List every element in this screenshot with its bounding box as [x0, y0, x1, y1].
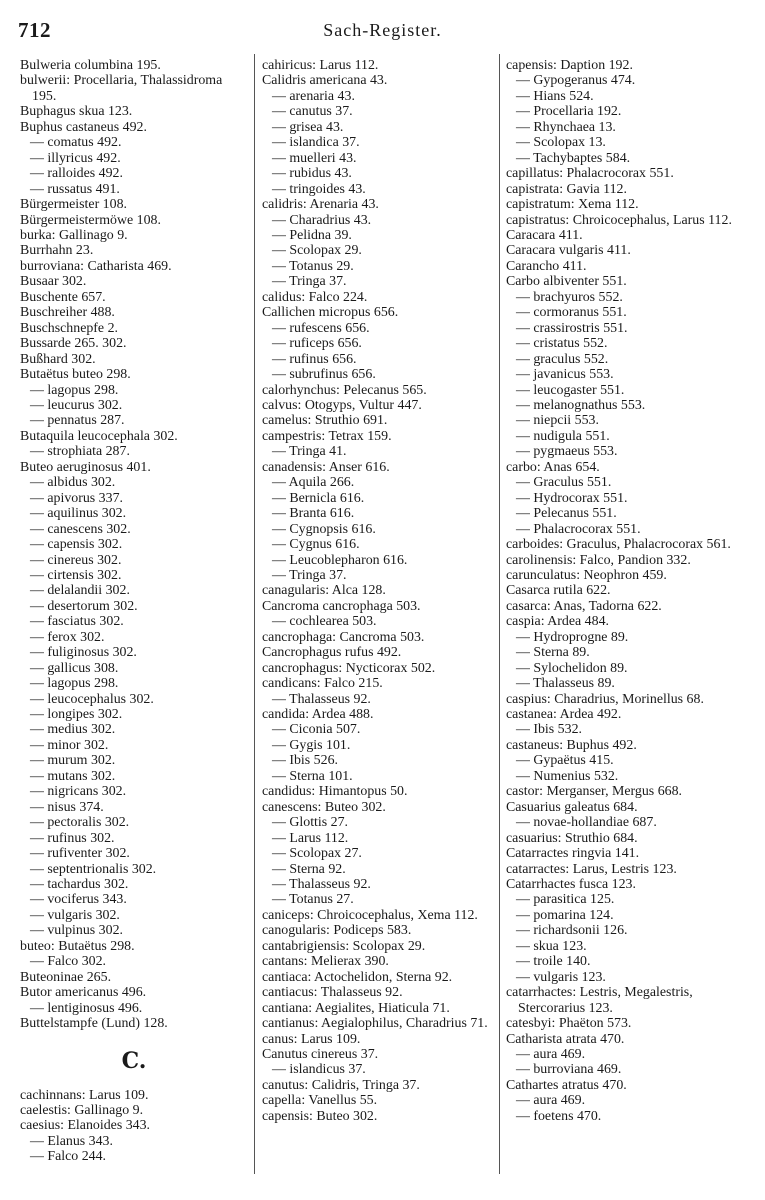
index-entry: casarca: Anas, Tadorna 622.: [506, 598, 662, 614]
index-entry: — novae-hollandiae 687.: [516, 815, 657, 831]
index-entry: capensis: Daption 192.: [506, 58, 633, 73]
index-entry: — ralloides 492.: [30, 166, 123, 182]
index-entry: — Ibis 532.: [516, 722, 582, 738]
index-entry: — cirtensis 302.: [30, 567, 122, 583]
column-divider: [254, 54, 255, 1174]
index-entry: capillatus: Phalacrocorax 551.: [506, 166, 674, 182]
index-entry: — septentrionalis 302.: [30, 861, 157, 877]
index-entry: — Larus 112.: [272, 830, 349, 846]
index-entry: catarrhactes: Lestris, Megalestris, Stercorarius 123.: [506, 985, 693, 1016]
index-entry: — vulgaris 302.: [30, 907, 120, 923]
index-column-3: [506, 58, 746, 1124]
index-entry: — Elanus 343.: [30, 1133, 113, 1149]
index-entry: — russatus 491.: [30, 181, 120, 197]
index-entry: — Gygis 101.: [272, 737, 351, 753]
index-entry: Callichen micropus 656.: [262, 305, 399, 321]
index-entry: Buphagus skua 123.: [20, 104, 133, 120]
index-entry: — aquilinus 302.: [30, 506, 127, 522]
index-entry: candida: Ardea 488.: [262, 707, 374, 723]
index-entry: — Pelecanus 551.: [516, 506, 617, 522]
index-entry: — skua 123.: [516, 938, 587, 954]
index-entry: — Sterna 89.: [516, 645, 590, 661]
index-entry: — ruficeps 656.: [272, 336, 362, 352]
index-entry: cantiana: Aegialites, Hiaticula 71.: [262, 1000, 450, 1016]
index-entry: — murum 302.: [30, 753, 116, 769]
index-entry: — Scolopax 27.: [272, 846, 362, 862]
section-letter: C.: [121, 1047, 147, 1074]
index-column-2: [262, 58, 494, 1124]
index-entry: — Falco 302.: [30, 954, 107, 970]
index-entry: — pectoralis 302.: [30, 815, 130, 831]
index-entry: — Thalasseus 92.: [272, 877, 371, 893]
index-entry: — islandicus 37.: [272, 1062, 366, 1078]
index-entry: — islandica 37.: [272, 135, 360, 151]
index-entry: casuarius: Struthio 684.: [506, 830, 638, 846]
index-entry: — Thalasseus 92.: [272, 691, 371, 707]
index-entry: Carbo albiventer 551.: [506, 274, 627, 290]
index-entry: — Totanus 27.: [272, 892, 354, 908]
index-entry: — illyricus 492.: [30, 150, 121, 166]
index-entry: candicans: Falco 215.: [262, 676, 383, 692]
index-entry: canagularis: Alca 128.: [262, 583, 386, 599]
index-entry: — Sterna 101.: [272, 768, 353, 784]
index-entry: — Hydroprogne 89.: [516, 629, 629, 645]
index-entry: — cochlearea 503.: [272, 614, 377, 630]
index-entry: — Tringa 37.: [272, 274, 347, 290]
index-entry: Burrhahn 23.: [20, 243, 94, 259]
index-entry: — Ibis 526.: [272, 753, 338, 769]
index-entry: campestris: Tetrax 159.: [262, 428, 392, 444]
index-entry: cancrophaga: Cancroma 503.: [262, 629, 425, 645]
index-entry: — cinereus 302.: [30, 552, 122, 568]
index-entry: cantans: Melierax 390.: [262, 954, 389, 970]
index-entry: — arenaria 43.: [272, 88, 355, 104]
index-entry: — richardsonii 126.: [516, 923, 628, 939]
index-entry: Butaquila leucocephala 302.: [20, 428, 178, 444]
index-entry: — Hydrocorax 551.: [516, 490, 628, 506]
index-entry: cahiricus: Larus 112.: [262, 58, 379, 73]
index-entry: — crassirostris 551.: [516, 320, 628, 336]
index-entry: carboides: Graculus, Phalacrocorax 561.: [506, 537, 731, 553]
index-entry: — Thalasseus 89.: [516, 676, 615, 692]
index-entry: — grisea 43.: [272, 119, 344, 135]
index-entry: — rufinus 656.: [272, 351, 357, 367]
index-entry: — Numenius 532.: [516, 768, 619, 784]
index-entry: Carancho 411.: [506, 258, 587, 274]
index-entry: — leucocephalus 302.: [30, 691, 154, 707]
column-divider: [499, 54, 500, 1174]
index-entry: Buschreiher 488.: [20, 305, 115, 321]
index-entry: — parasitica 125.: [516, 892, 615, 908]
index-entry: calidus: Falco 224.: [262, 289, 368, 305]
index-entry: capistrata: Gavia 112.: [506, 181, 627, 197]
index-entry: Bussarde 265. 302.: [20, 336, 127, 352]
index-entry: cachinnans: Larus 109.: [20, 1087, 149, 1103]
index-entry: — burroviana 469.: [516, 1062, 622, 1078]
index-entry: — aura 469.: [516, 1047, 586, 1062]
index-entry: catarractes: Larus, Lestris 123.: [506, 861, 677, 877]
index-entry: Busaar 302.: [20, 274, 87, 290]
index-entry: capella: Vanellus 55.: [262, 1093, 378, 1109]
index-entry: caspius: Charadrius, Morinellus 68.: [506, 691, 704, 707]
index-entry: — vulgaris 123.: [516, 969, 606, 985]
index-entry: Buteo aeruginosus 401.: [20, 459, 151, 475]
index-entry: — Charadrius 43.: [272, 212, 372, 228]
index-entry: Cancroma cancrophaga 503.: [262, 598, 421, 614]
index-entry: — desertorum 302.: [30, 598, 138, 614]
index-entry: — cormoranus 551.: [516, 305, 627, 321]
index-entry: bulwerii: Procellaria, Thalassidroma 195.: [20, 73, 223, 104]
index-entry: — longipes 302.: [30, 707, 123, 723]
index-entry: cantiaca: Actochelidon, Sterna 92.: [262, 969, 453, 985]
index-entry: caspia: Ardea 484.: [506, 614, 609, 630]
index-entry: cancrophagus: Nycticorax 502.: [262, 660, 436, 676]
index-entry: canogularis: Podiceps 583.: [262, 923, 412, 939]
index-entry: — pennatus 287.: [30, 413, 125, 429]
index-entry: — delalandii 302.: [30, 583, 130, 599]
index-entry: — pygmaeus 553.: [516, 444, 618, 460]
index-entry: — mutans 302.: [30, 768, 116, 784]
index-entry: Canutus cinereus 37.: [262, 1047, 379, 1062]
index-entry: — minor 302.: [30, 737, 109, 753]
index-entry: — graculus 552.: [516, 351, 609, 367]
index-entry: Caracara 411.: [506, 227, 583, 243]
index-entry: — albidus 302.: [30, 475, 116, 491]
index-entry: — leucogaster 551.: [516, 382, 625, 398]
index-entry: Catharista atrata 470.: [506, 1031, 625, 1047]
index-entry: — Scolopax 13.: [516, 135, 606, 151]
index-entry: catesbyi: Phaëton 573.: [506, 1016, 632, 1032]
index-entry: Cancrophagus rufus 492.: [262, 645, 402, 661]
index-entry: — Totanus 29.: [272, 258, 354, 274]
index-entry: castanea: Ardea 492.: [506, 707, 622, 723]
index-entry: — medius 302.: [30, 722, 116, 738]
index-entry: — Bernicla 616.: [272, 490, 365, 506]
index-entry: — leucurus 302.: [30, 397, 123, 413]
index-entry: Bürgermeistermöwe 108.: [20, 212, 161, 228]
index-entry: — Aquila 266.: [272, 475, 355, 491]
index-entry: — rufescens 656.: [272, 320, 370, 336]
index-entry: — Branta 616.: [272, 506, 355, 522]
index-entry: caelestis: Gallinago 9.: [20, 1103, 144, 1118]
index-entry: Bürgermeister 108.: [20, 197, 127, 213]
index-entry: cantabrigiensis: Scolopax 29.: [262, 938, 426, 954]
index-entry: — Tringa 37.: [272, 567, 347, 583]
index-entry: castaneus: Buphus 492.: [506, 737, 637, 753]
index-entry: canutus: Calidris, Tringa 37.: [262, 1077, 420, 1093]
index-entry: castor: Merganser, Mergus 668.: [506, 784, 682, 800]
index-entry: — Tachybaptes 584.: [516, 150, 631, 166]
index-entry: — Pelidna 39.: [272, 227, 352, 243]
index-entry: capistratum: Xema 112.: [506, 197, 639, 213]
index-entry: — rufinus 302.: [30, 830, 115, 846]
index-entry: buteo: Butaëtus 298.: [20, 938, 135, 954]
index-entry: — subrufinus 656.: [272, 367, 376, 383]
index-entry: cantianus: Aegialophilus, Charadrius 71.: [262, 1016, 488, 1032]
index-entry: — canutus 37.: [272, 104, 353, 120]
index-entry: camelus: Struthio 691.: [262, 413, 388, 429]
index-entry: Buttelstampfe (Lund) 128.: [20, 1016, 168, 1032]
index-entry: Catarractes ringvia 141.: [506, 846, 640, 862]
index-entry: — nudigula 551.: [516, 428, 610, 444]
index-entry: — brachyuros 552.: [516, 289, 623, 305]
index-entry: canescens: Buteo 302.: [262, 799, 386, 815]
page-header: [18, 14, 747, 50]
index-entry: Bulweria columbina 195.: [20, 58, 161, 73]
index-entry: — rubidus 43.: [272, 166, 352, 182]
index-column-1: [20, 58, 248, 1165]
index-entry: caniceps: Chroicocephalus, Xema 112.: [262, 907, 478, 923]
index-entry: calorhynchus: Pelecanus 565.: [262, 382, 427, 398]
index-entry: cantiacus: Thalasseus 92.: [262, 985, 403, 1001]
index-entry: — pomarina 124.: [516, 907, 614, 923]
index-entry: — lagopus 298.: [30, 676, 119, 692]
index-entry: Butor americanus 496.: [20, 985, 147, 1001]
index-entry: — nisus 374.: [30, 799, 104, 815]
index-entry: burroviana: Catharista 469.: [20, 258, 172, 274]
index-entry: — Leucoblepharon 616.: [272, 552, 408, 568]
index-entry: carunculatus: Neophron 459.: [506, 567, 667, 583]
index-entry: candidus: Himantopus 50.: [262, 784, 408, 800]
index-entry: — Scolopax 29.: [272, 243, 362, 259]
index-entry: — lentiginosus 496.: [30, 1000, 143, 1016]
index-entry: — Procellaria 192.: [516, 104, 622, 120]
running-head: Sach-Register.: [323, 20, 442, 40]
index-entry: Bußhard 302.: [20, 351, 96, 367]
index-entry: — Ciconia 507.: [272, 722, 361, 738]
index-entry: caesius: Elanoides 343.: [20, 1118, 151, 1134]
index-entry: Casuarius galeatus 684.: [506, 799, 638, 815]
index-entry: — strophiata 287.: [30, 444, 130, 460]
index-entry: — capensis 302.: [30, 537, 123, 553]
index-entry: — fuliginosus 302.: [30, 645, 137, 661]
index-entry: — Falco 244.: [30, 1149, 107, 1165]
index-entry: — aura 469.: [516, 1093, 586, 1109]
index-entry: — troile 140.: [516, 954, 591, 970]
index-entry: — vociferus 343.: [30, 892, 127, 908]
index-entry: capistratus: Chroicocephalus, Larus 112.: [506, 212, 732, 228]
index-entry: — Sterna 92.: [272, 861, 346, 877]
index-entry: calidris: Arenaria 43.: [262, 197, 379, 213]
index-entry: Casarca rutila 622.: [506, 583, 611, 599]
index-entry: — gallicus 308.: [30, 660, 119, 676]
index-entry: — rufiventer 302.: [30, 846, 130, 862]
index-entry: — javanicus 553.: [516, 367, 614, 383]
index-entry: canadensis: Anser 616.: [262, 459, 390, 475]
index-entry: — Tringa 41.: [272, 444, 347, 460]
index-entry: — vulpinus 302.: [30, 923, 123, 939]
index-entry: — Gypogeranus 474.: [516, 73, 636, 89]
index-entry: — Graculus 551.: [516, 475, 612, 491]
index-entry: — Cygnopsis 616.: [272, 521, 376, 537]
index-entry: — Rhynchaea 13.: [516, 119, 616, 135]
index-entry: Calidris americana 43.: [262, 73, 388, 89]
index-entry: — melanognathus 553.: [516, 397, 646, 413]
index-entry: Catarrhactes fusca 123.: [506, 877, 636, 893]
index-entry: carbo: Anas 654.: [506, 459, 600, 475]
index-entry: — foetens 470.: [516, 1108, 602, 1124]
index-entry: — Hians 524.: [516, 88, 594, 104]
index-entry: Caracara vulgaris 411.: [506, 243, 631, 259]
index-entry: capensis: Buteo 302.: [262, 1108, 378, 1124]
index-entry: — tringoides 43.: [272, 181, 366, 197]
index-entry: Buschschnepfe 2.: [20, 320, 118, 336]
index-entry: — nigricans 302.: [30, 784, 127, 800]
index-entry: — niepcii 553.: [516, 413, 599, 429]
index-entry: — muelleri 43.: [272, 150, 357, 166]
index-entry: — fasciatus 302.: [30, 614, 124, 630]
index-entry: — canescens 302.: [30, 521, 131, 537]
index-entry: — lagopus 298.: [30, 382, 119, 398]
index-entry: calvus: Otogyps, Vultur 447.: [262, 397, 422, 413]
index-entry: — Cygnus 616.: [272, 537, 360, 553]
index-entry: carolinensis: Falco, Pandion 332.: [506, 552, 691, 568]
index-entry: burka: Gallinago 9.: [20, 227, 128, 243]
index-entry: — apivorus 337.: [30, 490, 123, 506]
index-entry: Buphus castaneus 492.: [20, 119, 147, 135]
index-entry: — cristatus 552.: [516, 336, 608, 352]
index-entry: — Sylochelidon 89.: [516, 660, 628, 676]
index-entry: — ferox 302.: [30, 629, 105, 645]
index-entry: canus: Larus 109.: [262, 1031, 361, 1047]
index-entry: — Phalacrocorax 551.: [516, 521, 641, 537]
index-entry: — tachardus 302.: [30, 877, 129, 893]
index-entry: — comatus 492.: [30, 135, 122, 151]
index-entry: — Glottis 27.: [272, 815, 349, 831]
index-entry: Buteoninae 265.: [20, 969, 112, 985]
index-entry: Butaëtus buteo 298.: [20, 367, 131, 383]
index-entry: Cathartes atratus 470.: [506, 1077, 627, 1093]
page-number: 712: [18, 18, 51, 42]
index-entry: — Gypaëtus 415.: [516, 753, 614, 769]
index-entry: Buschente 657.: [20, 289, 106, 305]
